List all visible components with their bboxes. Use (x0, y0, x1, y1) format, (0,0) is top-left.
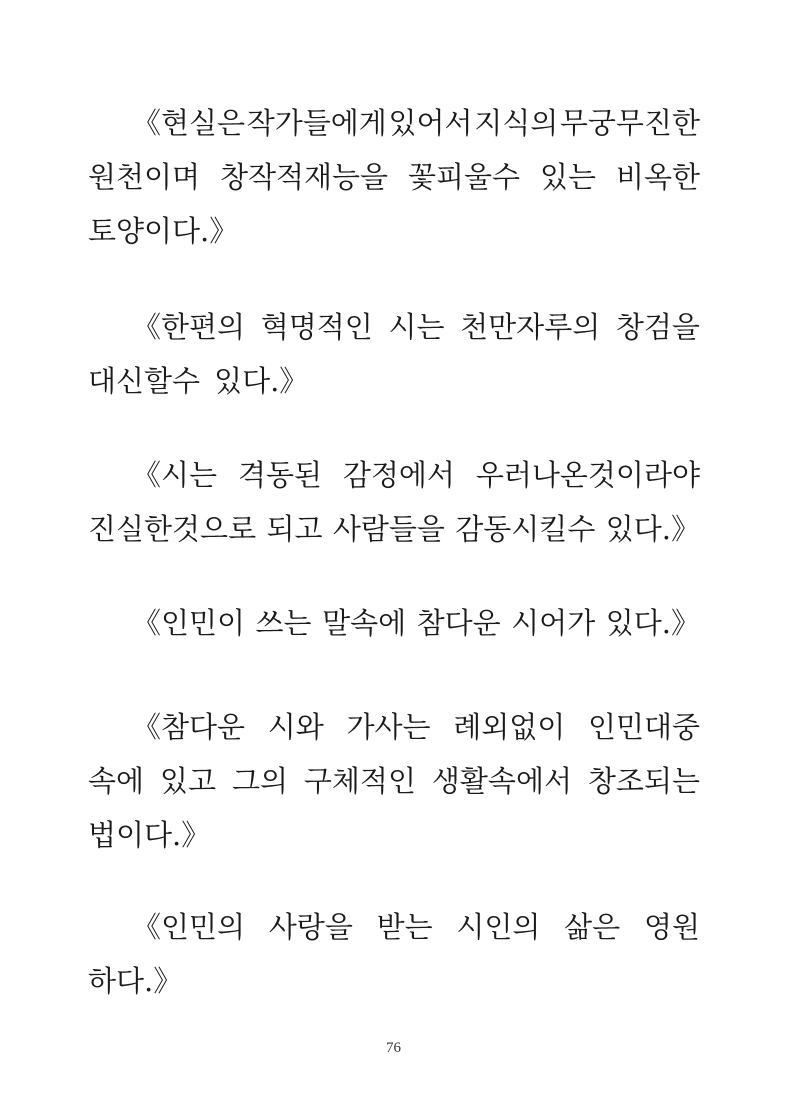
word: 인민대중 (587, 710, 700, 744)
word: 사람들을 (332, 512, 445, 546)
word: 천만자루의 (460, 310, 601, 344)
word: 《현실은 (132, 106, 246, 140)
text-line (88, 150, 700, 204)
text-line (88, 754, 700, 808)
word: 영원 (643, 910, 700, 944)
text-line (88, 700, 700, 754)
word: 《참다운 (132, 710, 246, 744)
word: 진실한것으로 (88, 512, 257, 546)
word: 원천이며 (88, 160, 201, 194)
text-line (88, 954, 700, 1008)
word: 례외없이 (453, 710, 566, 744)
word: 작가들에게 (246, 106, 387, 140)
word: 혁명적인 (260, 310, 373, 344)
word: 삶은 (564, 910, 621, 944)
word: 창검을 (615, 310, 700, 344)
text-line (88, 596, 700, 650)
word: 받는 (376, 910, 433, 944)
word: 꽃피울수 (408, 160, 521, 194)
word: 속에 (88, 764, 145, 798)
word: 있어서 (388, 106, 473, 140)
word: 시인의 (456, 910, 541, 944)
text-line (88, 502, 700, 556)
quote-paragraph-6 (88, 900, 700, 1008)
word: 쓰는 (255, 606, 312, 640)
word: 《인민이 (132, 606, 246, 640)
word: 격동된 (237, 458, 322, 492)
word: 되고 (266, 512, 323, 546)
word: 대신할수 (88, 364, 201, 398)
word: 비옥한 (615, 160, 700, 194)
text-line (88, 96, 700, 150)
word: 우러나온것이라야 (475, 458, 700, 492)
word: 있다.》 (214, 364, 309, 398)
word: 시어가 (511, 606, 596, 640)
word: 참다운 (416, 606, 501, 640)
word: 말속에 (322, 606, 407, 640)
word: 그의 (231, 764, 288, 798)
word: 지식의 (474, 106, 559, 140)
word: 감동시킬수 (455, 512, 596, 546)
word: 사랑을 (268, 910, 353, 944)
text-line (88, 300, 700, 354)
word: 《시는 (132, 458, 218, 492)
word: 법이다.》 (88, 818, 211, 852)
word: 《인민의 (132, 910, 246, 944)
text-line (88, 354, 700, 408)
word: 생활속에서 (431, 764, 572, 798)
word: 있다.》 (605, 606, 700, 640)
word: 있고 (159, 764, 216, 798)
word: 토양이다.》 (88, 214, 239, 248)
page-number: 76 (386, 1040, 401, 1056)
word: 감정에서 (342, 458, 455, 492)
text-line (88, 204, 700, 258)
text-line (88, 900, 700, 954)
word: 《한편의 (132, 310, 246, 344)
word: 가사는 (346, 710, 431, 744)
word: 창작적재능을 (219, 160, 389, 194)
quote-paragraph-2 (88, 300, 700, 408)
quote-paragraph-4 (88, 596, 700, 650)
word: 창조되는 (587, 764, 700, 798)
quote-paragraph-1 (88, 96, 700, 258)
word: 무궁무진한 (559, 106, 700, 140)
text-line (88, 448, 700, 502)
word: 있는 (539, 160, 597, 194)
quote-paragraph-3 (88, 448, 700, 556)
text-line (88, 808, 700, 862)
word: 하다.》 (88, 964, 183, 998)
word: 구체적인 (303, 764, 416, 798)
word: 있다.》 (605, 512, 700, 546)
quote-paragraph-5 (88, 700, 700, 862)
word: 시는 (388, 310, 445, 344)
word: 시와 (267, 710, 324, 744)
